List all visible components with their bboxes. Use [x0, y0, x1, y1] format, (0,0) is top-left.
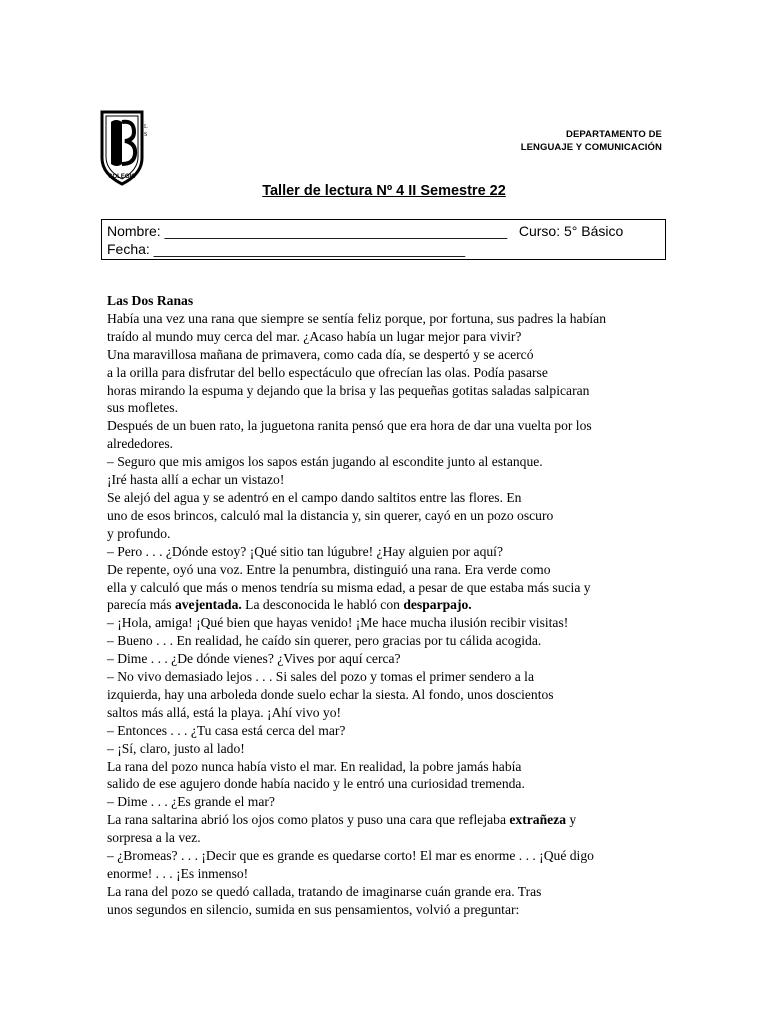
name-field[interactable]: Nombre: ____________________________________________ [107, 223, 508, 239]
story-line: La rana del pozo nunca había visto el mar. En realidad, la pobre jamás había [107, 758, 522, 774]
vocabulary-word-extraneza: extrañeza [509, 812, 567, 828]
story-paragraph-block-2 [107, 614, 667, 811]
story-line-with-vocabulary [107, 811, 667, 829]
story-text-run: La desconocida le habló con [241, 597, 404, 613]
story-text-run: parecía más [107, 597, 175, 613]
story-line: Se alejó del agua y se adentró en el campo dando saltitos entre las flores. En [107, 489, 522, 505]
story-line: salido de ese agujero donde había nacido y le entró una curiosidad tremenda. [107, 776, 525, 792]
department-line-1: DEPARTAMENTO DE [566, 129, 662, 140]
story-line: – ¡Sí, claro, justo al lado! [107, 740, 245, 756]
story-line: – Dime . . . ¿Es grande el mar? [107, 794, 275, 810]
svg-text:L: L [144, 124, 148, 130]
story-line: ¡Iré hasta allí a echar un vistazo! [107, 472, 285, 488]
story-text-run: y [566, 812, 577, 828]
school-logo [98, 108, 154, 190]
story-line: – ¡Hola, amiga! ¡Qué bien que hayas venido! ¡Me hace mucha ilusión recibir visitas! [107, 615, 569, 631]
date-field[interactable]: Fecha: ________________________________________ [107, 241, 466, 257]
story-line: traído al mundo muy cerca del mar. ¿Acaso había un lugar mejor para vivir? [107, 328, 522, 344]
department-line-2: LENGUAJE Y COMUNICACIÓN [520, 142, 662, 153]
story-line: Una maravillosa mañana de primavera, como cada día, se despertó y se acercó [107, 346, 534, 362]
story-line: – Dime . . . ¿De dónde vienes? ¿Vives por aquí cerca? [107, 651, 401, 667]
story-paragraph-block-1 [107, 310, 667, 597]
department-header [521, 128, 662, 154]
story-line: saltos más allá, está la playa. ¡Ahí vivo yo! [107, 704, 342, 720]
story-text [107, 292, 667, 919]
svg-text:S: S [144, 132, 148, 138]
course-label: Curso: 5° Básico [518, 223, 624, 239]
story-line: De repente, oyó una voz. Entre la penumbra, distinguió una rana. Era verde como [107, 561, 551, 577]
story-line: – No vivo demasiado lejos . . . Si sales del pozo y tomas el primer sendero a la [107, 669, 534, 685]
story-line: – Entonces . . . ¿Tu casa está cerca del mar? [107, 722, 346, 738]
story-line: uno de esos brincos, calculó mal la distancia y, sin querer, cayó en un pozo oscuro [107, 507, 554, 523]
vocabulary-word-avejentada: avejentada. [174, 597, 242, 613]
story-line: – ¿Bromeas? . . . ¡Decir que es grande es quedarse corto! El mar es enorme . . . ¡Qué digo [107, 848, 594, 864]
story-line: a la orilla para disfrutar del bello espectáculo que ofrecían las olas. Podía pasarse [107, 364, 548, 380]
school-crest-icon [98, 108, 154, 190]
vocabulary-word-desparpajo: desparpajo. [403, 597, 472, 613]
story-paragraph-block-3 [107, 829, 667, 919]
story-line: – Seguro que mis amigos los sapos están jugando al escondite junto al estanque. [107, 454, 543, 470]
story-line: izquierda, hay una arboleda donde suelo echar la siesta. Al fondo, unos doscientos [107, 686, 554, 702]
student-info-box [101, 219, 666, 260]
story-line: enorme! . . . ¡Es inmenso! [107, 866, 249, 881]
story-text-run: La rana saltarina abrió los ojos como platos y puso una cara que reflejaba [107, 812, 510, 828]
story-line: sorpresa a la vez. [107, 830, 201, 846]
story-line: horas mirando la espuma y dejando que la brisa y las pequeñas gotitas saladas salpicaran [107, 382, 590, 398]
story-line: La rana del pozo se quedó callada, tratando de imaginarse cuán grande era. Tras [107, 883, 542, 899]
story-line: unos segundos en silencio, sumida en sus pensamientos, volvió a preguntar: [107, 901, 520, 917]
name-course-row [107, 222, 665, 240]
story-line: – Pero . . . ¿Dónde estoy? ¡Qué sitio tan lúgubre! ¿Hay alguien por aquí? [107, 543, 503, 559]
story-line: ella y calculó que más o menos tendría su misma edad, a pesar de que estaba más sucia y [107, 579, 591, 595]
story-line: alrededores. [107, 436, 174, 452]
story-line: – Bueno . . . En realidad, he caído sin querer, pero gracias por tu cálida acogida. [107, 633, 542, 649]
story-line: sus mofletes. [107, 400, 178, 416]
story-heading: Las Dos Ranas [107, 293, 194, 308]
svg-text:COLEGIO: COLEGIO [108, 174, 136, 180]
story-line: Había una vez una rana que siempre se sentía feliz porque, por fortuna, sus padres la habían [107, 310, 606, 326]
page-title: Taller de lectura Nº 4 II Semestre 22 [262, 183, 506, 199]
story-line: Después de un buen rato, la juguetona ranita pensó que era hora de dar una vuelta por los [107, 418, 592, 434]
story-line: y profundo. [107, 525, 171, 541]
story-line-with-vocabulary [107, 596, 667, 614]
